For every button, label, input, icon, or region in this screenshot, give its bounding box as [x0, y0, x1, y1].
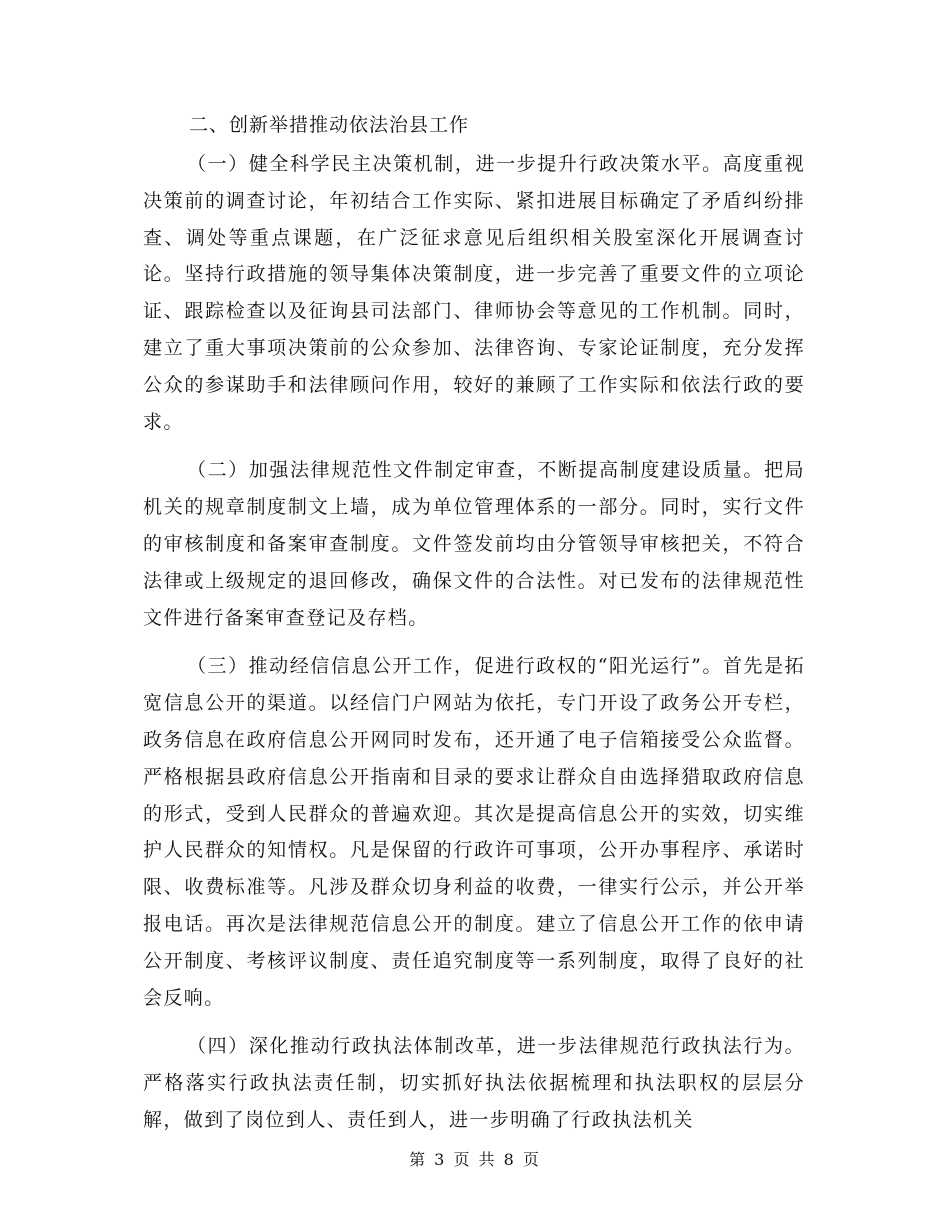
- paragraph-1: （一）健全科学民主决策机制，进一步提升行政决策水平。高度重视决策前的调查讨论，年初结合工作实际、紧扣进展目标确定了矛盾纠纷排查、调处等重点课题，在广泛征求意见后组织相关股室深化开展调查讨论。坚持行政措施的领导集体决策制度，进一步完善了重要文件的立项论证、跟踪检查以及征询县司法部门、律师协会等意见的工作机制。同时，建立了重大事项决策前的公众参加、法律咨询、专家论证制度，充分发挥公众的参谋助手和法律顾问作用，较好的兼顾了工作实际和依法行政的要求。: [143, 153, 805, 433]
- section-heading: 二、创新举措推动依法治县工作: [189, 114, 470, 136]
- page-number-footer: 第 3 页 共 8 页: [409, 1150, 541, 1169]
- paragraph-4: （四）深化推动行政执法体制改革，进一步法律规范行政执法行为。严格落实行政执法责任制，切实抓好执法依据梳理和执法职权的层层分解，做到了岗位到人、责任到人，进一步明确了行政执法机关: [143, 1035, 805, 1131]
- document-body: [143, 108, 805, 1151]
- paragraph-3: （三）推动经信信息公开工作，促进行政权的“阳光运行”。首先是拓宽信息公开的渠道。以经信门户网站为依托，专门开设了政务公开专栏，政务信息在政府信息公开网同时发布，还开通了电子信箱接受公众监督。严格根据县政府信息公开指南和目录的要求让群众自由选择猎取政府信息的形式，受到人民群众的普遍欢迎。其次是提高信息公开的实效，切实维护人民群众的知情权。凡是保留的行政许可事项，公开办事程序、承诺时限、收费标准等。凡涉及群众切身利益的收费，一律实行公示，并公开举报电话。再次是法律规范信息公开的制度。建立了信息公开工作的依申请公开制度、考核评议制度、责任追究制度等一系列制度，取得了良好的社会反响。: [143, 655, 805, 1009]
- paragraph-2: （二）加强法律规范性文件制定审查，不断提高制度建设质量。把局机关的规章制度制文上墙，成为单位管理体系的一部分。同时，实行文件的审核制度和备案审查制度。文件签发前均由分管领导审核把关，不符合法律或上级规定的退回修改，确保文件的合法性。对已发布的法律规范性文件进行备案审查登记及存档。: [143, 459, 805, 629]
